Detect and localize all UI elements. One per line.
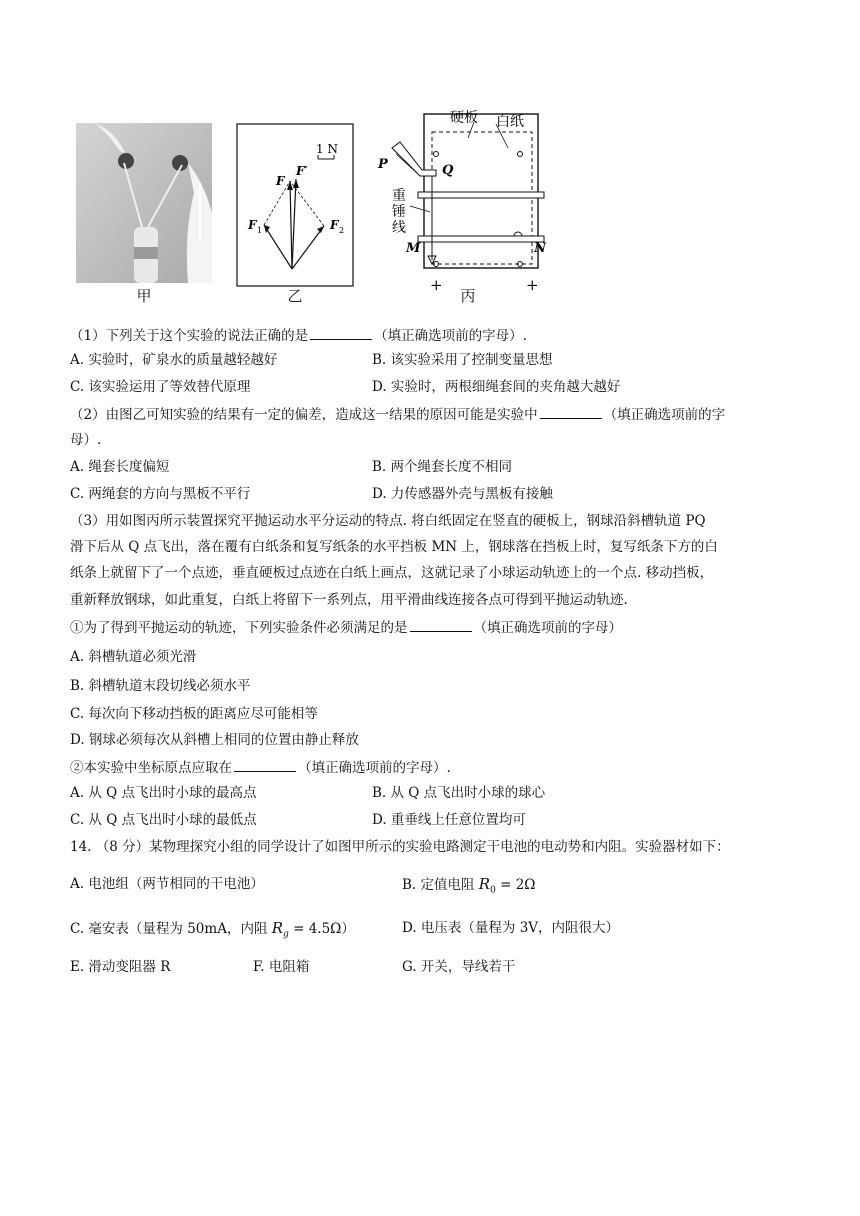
q3-sub2-option-a: A. 从 Q 点飞出时小球的最高点 (70, 785, 257, 801)
figure-yi (236, 123, 354, 287)
q3-para-1: （3）用如图丙所示装置探究平抛运动水平分运动的特点. 将白纸固定在竖直的硬板上，钢球沿斜槽轨道 PQ (70, 513, 706, 529)
q14-item-d: D. 电压表（量程为 3V，内阻很大） (402, 920, 620, 936)
experiment-photo (76, 123, 212, 283)
label-plumb-2: 锤 (392, 204, 406, 220)
q3-sub1-stem: ①为了得到平抛运动的轨迹，下列实验条件必须满足的是 （填正确选项前的字母） (70, 617, 622, 638)
q3-sub2-option-b: B. 从 Q 点飞出时小球的球心 (372, 785, 546, 801)
q2-option-a: A. 绳套长度偏短 (70, 459, 170, 475)
label-Q: Q (442, 163, 454, 178)
answer-blank (310, 325, 372, 340)
scale-label: 1 N (316, 142, 338, 156)
q3-sub1-option-d: D. 钢球必须每次从斜槽上相同的位置由静止释放 (70, 732, 359, 748)
label-F-prime: F′ (296, 164, 308, 178)
plus-left: + (430, 276, 443, 294)
label-P: P (378, 157, 388, 172)
q14-item-c: C. 毫安表（量程为 50mA，内阻 $R_g = 4.5\Omega$） (70, 919, 355, 940)
q1-option-a: A. 实验时，矿泉水的质量越轻越好 (70, 352, 278, 368)
label-plumb-1: 重 (392, 188, 406, 204)
label-M: M (406, 241, 421, 256)
force-vector-diagram (236, 123, 354, 287)
figure-jia-label: 甲 (136, 287, 152, 305)
figure-jia (76, 123, 212, 283)
label-F: F (276, 174, 285, 188)
q2-option-b: B. 两个绳套长度不相同 (372, 459, 513, 475)
q14-item-f: F. 电阻箱 (253, 959, 310, 975)
figure-bing-label: 丙 (460, 287, 476, 305)
figure-yi-label: 乙 (287, 287, 303, 305)
q2-option-c: C. 两绳套的方向与黑板不平行 (70, 486, 251, 502)
answer-blank (410, 617, 472, 632)
projectile-apparatus-diagram (370, 108, 550, 298)
label-plumb-3: 线 (392, 220, 406, 236)
q3-sub1-option-b: B. 斜槽轨道末段切线必须水平 (70, 678, 251, 694)
plus-right: + (526, 276, 539, 294)
label-N: N (534, 241, 546, 256)
q3-sub2-option-d: D. 重垂线上任意位置均可 (372, 812, 526, 828)
q2-option-d: D. 力传感器外壳与黑板有接触 (372, 486, 553, 502)
label-F2: F (330, 218, 339, 232)
figure-bing (370, 108, 550, 298)
q14-item-a: A. 电池组（两节相同的干电池） (70, 876, 264, 892)
q3-para-4: 重新释放钢球，如此重复，白纸上将留下一系列点，用平滑曲线连接各点可得到平抛运动轨迹. (70, 592, 628, 608)
label-F1-sub: 1 (257, 226, 263, 235)
q1-option-c: C. 该实验运用了等效替代原理 (70, 379, 251, 395)
q3-para-2: 滑下后从 Q 点飞出，落在覆有白纸条和复写纸条的水平挡板 MN 上，钢球落在挡板上时，复写纸条下方的白 (70, 539, 718, 555)
answer-blank (234, 757, 296, 772)
q14-item-b: B. 定值电阻 $R_0 = 2\Omega$ (402, 875, 536, 896)
q1-stem: （1）下列关于这个实验的说法正确的是 （填正确选项前的字母）. (70, 325, 527, 346)
answer-blank (540, 404, 602, 419)
label-F2-sub: 2 (339, 226, 345, 235)
q1-option-d: D. 实验时，两根细绳套间的夹角越大越好 (372, 379, 621, 395)
q1-option-b: B. 该实验采用了控制变量思想 (372, 352, 553, 368)
q2-stem-cont: 母）. (70, 432, 102, 448)
q2-stem: （2）由图乙可知实验的结果有一定的偏差，造成这一结果的原因可能是实验中 （填正确选项前的字 (70, 404, 725, 425)
q3-sub1-option-a: A. 斜槽轨道必须光滑 (70, 649, 197, 665)
label-paper: 白纸 (496, 114, 524, 130)
q14-item-e: E. 滑动变阻器 R (70, 959, 171, 975)
label-F1: F (248, 218, 257, 232)
label-board: 硬板 (450, 110, 478, 126)
q14-item-g: G. 开关，导线若干 (402, 959, 516, 975)
q3-sub1-option-c: C. 每次向下移动挡板的距离应尽可能相等 (70, 706, 318, 722)
q14-stem: 14. （8 分）某物理探究小组的同学设计了如图甲所示的实验电路测定干电池的电动势和内阻。实验器材如下： (70, 839, 730, 855)
q3-sub2-stem: ②本实验中坐标原点应取在 （填正确选项前的字母）. (70, 757, 451, 778)
q3-para-3: 纸条上就留下了一个点迹，垂直硬板过点迹在白纸上画点，这就记录了小球运动轨迹上的一个点. 移动挡板， (70, 565, 714, 581)
q3-sub2-option-c: C. 从 Q 点飞出时小球的最低点 (70, 812, 257, 828)
